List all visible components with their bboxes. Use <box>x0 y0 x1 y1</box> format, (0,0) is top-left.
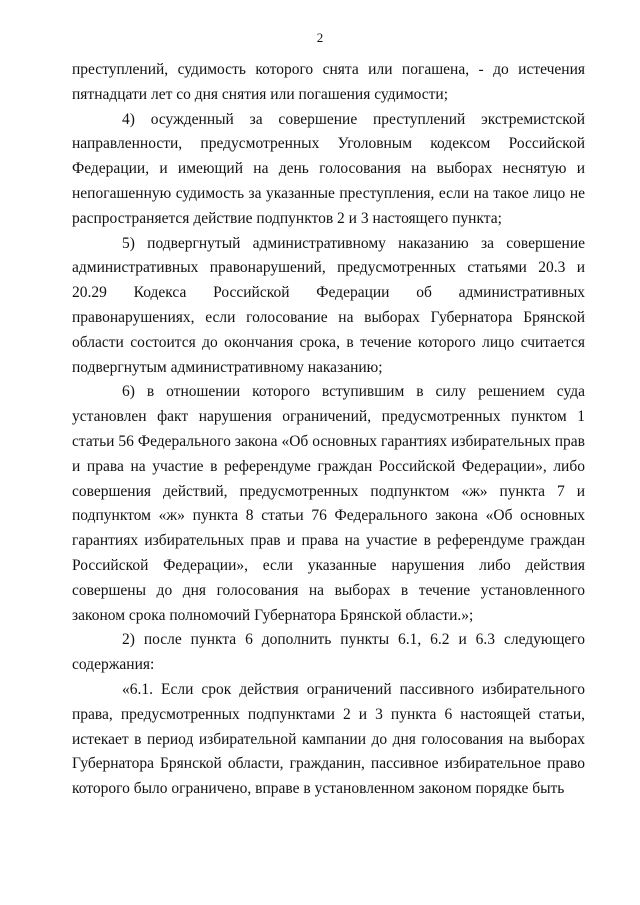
document-body <box>72 58 585 802</box>
paragraph-item-4: 4) осужденный за совершение преступлений экстремистской направленности, предусмотренных Уголовным кодексом Российской Федерации, и имеющий на день голосования на выборах неснятую и непогашенную судимость за указанные преступления, если на такое лицо не распространяется действие подпунктов 2 и 3 настоящего пункта; <box>72 110 585 227</box>
paragraph-item-5: 5) подвергнутый административному наказанию за совершение административных правонарушений, предусмотренных статьями 20.3 и 20.29 Кодекса Российской Федерации об административных правонарушениях, если голосование на выборах Губернатора Брянской области состоится до окончания срока, в течение которого лицо считается подвергнутым административному наказанию; <box>72 234 585 376</box>
paragraph-item-6: 6) в отношении которого вступившим в силу решением суда установлен факт нарушения ограничений, предусмотренных пунктом 1 статьи 56 Федерального закона «Об основных гарантиях избирательных прав и права на участие в референдуме граждан Российской Федерации», либо совершения действий, предусмотренных подпунктом «ж» пункта 7 и подпунктом «ж» пункта 8 статьи 76 Федерального закона «Об основных гарантиях избирательных прав и права на участие в референдуме граждан Российской Федерации», если указанные нарушения либо действия совершены до дня голосования на выборах в течение установленного законом срока полномочий Губернатора Брянской области.»; <box>72 383 585 624</box>
page-number: 2 <box>316 30 324 45</box>
paragraph-continuation: преступлений, судимость которого снята или погашена, - до истечения пятнадцати лет со дня снятия или погашения судимости; <box>72 61 585 103</box>
paragraph-amendment-2: 2) после пункта 6 дополнить пункты 6.1, 6.2 и 6.3 следующего содержания: <box>72 631 585 674</box>
paragraph-6-1: «6.1. Если срок действия ограничений пассивного избирательного права, предусмотренных подпунктами 2 и 3 пункта 6 настоящей статьи, истекает в период избирательной кампании до дня голосования на выборах Губернатора Брянской области, гражданин, пассивное избирательное право которого было ограничено, вправе в установленном законом порядке быть <box>72 680 585 798</box>
